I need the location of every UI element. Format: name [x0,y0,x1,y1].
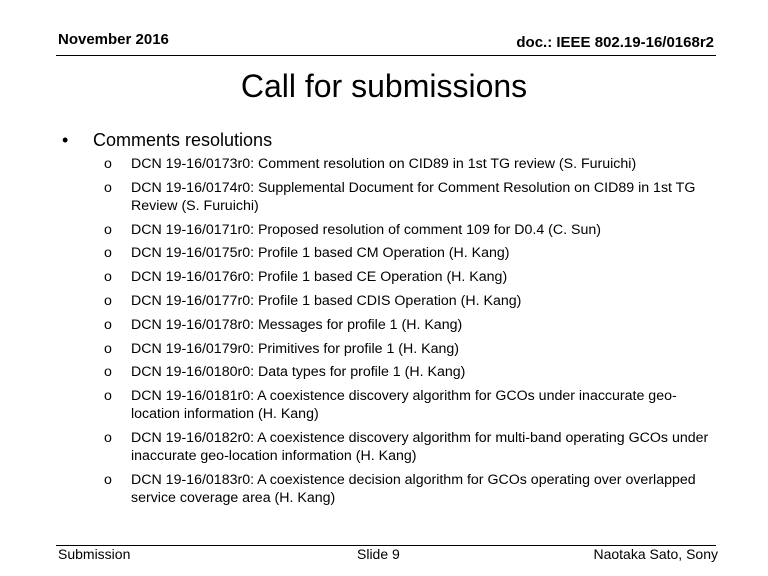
sub-bullet-marker: o [104,316,112,333]
bullet-text: Comments resolutions [93,130,273,150]
list-item-text: DCN 19-16/0173r0: Comment resolution on CID89 in 1st TG review (S. Furuichi) [131,156,637,172]
list-item [104,268,724,286]
sub-bullet-marker: o [104,340,112,357]
footer-submission: Submission [58,546,131,562]
list-item-text: DCN 19-16/0183r0: A coexistence decision algorithm for GCOs operating over overlapped service coverage area (H. Kang) [131,471,696,506]
sub-bullet-marker: o [104,292,112,309]
list-item-text: DCN 19-16/0180r0: Data types for profile 1 (H. Kang) [131,364,466,381]
list-item-text: DCN 19-16/0181r0: A coexistence discovery algorithm for GCOs under inaccurate geo-location information (H. Kang) [131,388,677,423]
list-item-text: DCN 19-16/0175r0: Profile 1 based CM Operation (H. Kang) [131,245,510,262]
sub-bullet-marker: o [104,221,112,238]
sub-bullet-marker: o [104,179,112,196]
header-divider [56,55,716,56]
sub-bullet-marker: o [104,388,112,405]
list-item [104,471,724,507]
bullet-marker: • [62,130,69,150]
list-item [104,387,724,423]
list-item-text: DCN 19-16/0176r0: Profile 1 based CE Operation (H. Kang) [131,269,508,286]
sub-bullet-list [104,155,724,513]
header-date: November 2016 [58,31,169,48]
sub-bullet-marker: o [104,245,112,262]
list-item [104,155,724,173]
list-item-text: DCN 19-16/0177r0: Profile 1 based CDIS Operation (H. Kang) [131,292,522,309]
sub-bullet-marker: o [104,364,112,381]
list-item [104,179,724,215]
sub-bullet-marker: o [104,429,112,446]
list-item [104,244,724,262]
list-item [104,340,724,358]
list-item [104,316,724,334]
list-item-text: DCN 19-16/0182r0: A coexistence discovery algorithm for multi-band operating GCOs under inaccurate geo-location information (H. Kang) [131,429,709,464]
sub-bullet-marker: o [104,156,112,172]
sub-bullet-marker: o [104,269,112,286]
footer-author: Naotaka Sato, Sony [593,546,718,562]
footer-slide-number: Slide 9 [357,546,400,562]
list-item [104,221,724,239]
list-item-text: DCN 19-16/0171r0: Proposed resolution of comment 109 for D0.4 (C. Sun) [131,221,602,238]
list-item [104,363,724,381]
list-item [104,292,724,310]
list-item-text: DCN 19-16/0179r0: Primitives for profile 1 (H. Kang) [131,340,460,357]
slide-title: Call for submissions [240,68,528,104]
list-item-text: DCN 19-16/0174r0: Supplemental Document for Comment Resolution on CID89 in 1st TG Review (S. Furuichi) [131,179,696,214]
list-item [104,429,724,465]
list-item-text: DCN 19-16/0178r0: Messages for profile 1 (H. Kang) [131,316,463,333]
sub-bullet-marker: o [104,471,112,488]
header-doc-id: doc.: IEEE 802.19-16/0168r2 [516,34,714,51]
